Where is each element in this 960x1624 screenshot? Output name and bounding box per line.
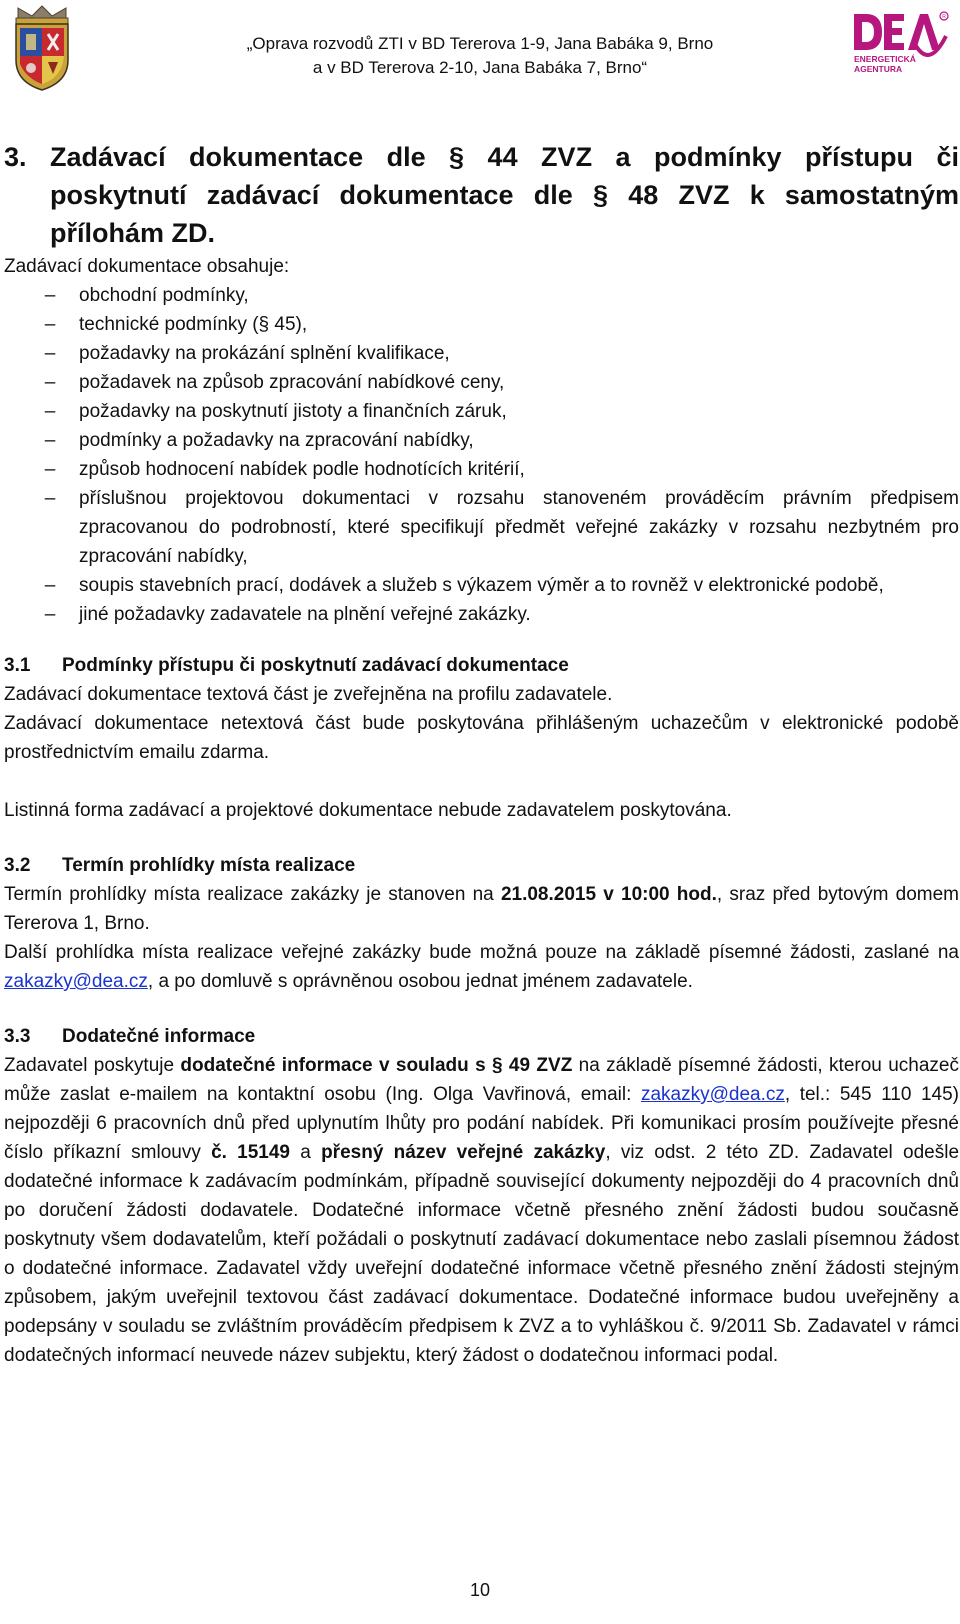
list-item-text: jiné požadavky zadavatele na plnění veřejné zakázky. [79,604,531,625]
header-title-line-1: „Oprava rozvodů ZTI v BD Tererova 1-9, Jana Babáka 9, Brno [246,34,714,53]
section-3-1-number: 3.1 [4,655,31,676]
list-item-text: požadavky na poskytnutí jistoty a finančních záruk, [79,401,507,422]
section-3-number: 3. [4,142,27,172]
list-item-text: požadavek na způsob zpracování nabídkové ceny, [79,372,505,393]
dash-bullet-icon: – [44,604,56,625]
dash-bullet-icon: – [44,430,56,451]
section-3-1-title: Podmínky přístupu či poskytnutí zadávací dokumentace [62,655,569,676]
document-title-header [180,32,780,80]
section-3-3-heading [4,1022,959,1051]
section-3-3-number: 3.3 [4,1026,31,1047]
dash-bullet-icon: – [44,575,56,596]
list-item-text: soupis stavebních prací, dodávek a služeb s výkazem výměr a to rovněž v elektronické podobě, [79,575,884,596]
list-item [4,368,959,397]
logo-text-line-2: AGENTURA [854,64,903,74]
text-span: Zadavatel poskytuje [4,1055,181,1076]
section-3-intro: Zadávací dokumentace obsahuje: [4,256,290,277]
bold-span: dodatečné informace v souladu s § 49 ZVZ [180,1055,573,1076]
dash-bullet-icon: – [44,401,56,422]
dea-energeticka-agentura-logo [852,6,952,80]
text-span: , tel.: 545 110 145) nejpozději 6 pracovních dnů před uplynutím lhůty pro podání nabídek. Při komunikaci prosím používejte přesné číslo příkazní smlouvy [4,1084,959,1163]
dash-bullet-icon: – [44,314,56,335]
section-3-title: Zadávací dokumentace dle § 44 ZVZ a podmínky přístupu či poskytnutí zadávací dokumentace dle § 48 ZVZ k samostatným přílohám ZD. [50,142,959,248]
section-3-1-paragraph-1: Zadávací dokumentace textová část je zveřejněna na profilu zadavatele. [4,684,613,705]
section-3-2-paragraph-1 [4,880,959,938]
list-item [4,339,959,368]
section-3-1-heading [4,651,959,680]
dash-bullet-icon: – [44,372,56,393]
dash-bullet-icon: – [44,488,56,509]
list-item [4,571,959,600]
section-3-2-number: 3.2 [4,855,31,876]
dash-bullet-icon: – [44,459,56,480]
text-span: Další prohlídka místa realizace veřejné zakázky bude možná pouze na základě písemné žádosti, zaslané na [4,942,959,963]
email-link[interactable]: zakazky@dea.cz [4,971,148,992]
text-span: , sraz před bytovým domem Tererova 1, Brno. [4,884,959,934]
section-3-2-title: Termín prohlídky místa realizace [62,855,356,876]
section-3-heading [4,138,959,252]
list-item-text: požadavky na prokázání splnění kvalifikace, [79,343,450,364]
logo-text-line-1: ENERGETICKÁ [854,54,916,64]
text-span: Termín prohlídky místa realizace zakázky je stanoven na [4,884,501,905]
list-item-text: podmínky a požadavky na zpracování nabídky, [79,430,474,451]
list-item [4,600,959,629]
inspection-date: 21.08.2015 v 10:00 hod. [500,884,717,905]
list-item [4,484,959,571]
list-item-text: příslušnou projektovou dokumentaci v rozsahu stanoveném prováděcím právním předpisem zpracovanou do podrobností, které specifikují předmět veřejné zakázky v rozsahu nezbytném pro zpracování nabídky, [79,488,959,567]
header-title-line-2: a v BD Tererova 2-10, Jana Babáka 7, Brno“ [312,58,648,77]
bold-span: přesný název veřejné zakázky [321,1142,606,1163]
list-item [4,397,959,426]
page-number: 10 [469,1580,491,1600]
email-link[interactable]: zakazky@dea.cz [640,1084,785,1105]
city-crest-logo [8,4,76,94]
section-3-2-heading [4,851,959,880]
list-item-text: způsob hodnocení nabídek podle hodnotících kritérií, [79,459,525,480]
documentation-contents-list [4,281,959,629]
text-span: , a po domluvě s oprávněnou osobou jednat jménem zadavatele. [147,971,693,992]
page-header [0,0,960,110]
spacer [4,767,959,796]
document-content [4,130,959,1370]
text-span: a [290,1142,322,1163]
section-3-1-paragraph-3: Listinná forma zadávací a projektové dokumentace nebude zadavatelem poskytována. [4,800,732,821]
list-item [4,310,959,339]
list-item-text: technické podmínky (§ 45), [79,314,308,335]
dash-bullet-icon: – [44,285,56,306]
text-span: , viz odst. 2 této ZD. Zadavatel odešle dodatečné informace k zadávacím podmínkám, případně související dokumenty nejpozději do 4 pracovních dnů po doručení žádosti dodavatele. Dodatečné informace včetně přesného znění žádosti budou současně poskytnuty všem dodavatelům, kteří požádali o poskytnutí zadávací dokumentace nebo zaslali písemnou žádost o dodatečné informace. Zadavatel vždy uveřejní dodatečné informace včetně přesného znění žádosti stejným způsobem, jakým uveřejnil textovou část zadávací dokumentace. Dodatečné informace budou uveřejněny a podepsány v souladu se zvláštním prováděcím předpisem k ZVZ a to vyhláškou č. 9/2011 Sb. Zadavatel v rámci dodatečných informací neuvede název subjektu, který žádost o dodatečnou informaci podal. [4,1142,960,1366]
list-item [4,426,959,455]
dash-bullet-icon: – [44,343,56,364]
list-item [4,455,959,484]
svg-text:R: R [942,14,946,20]
section-3-3-paragraph [4,1051,959,1370]
list-item [4,281,959,310]
contract-number: č. 15149 [211,1142,291,1163]
list-item-text: obchodní podmínky, [79,285,249,306]
section-3-2-paragraph-2 [4,938,959,996]
section-3-1-paragraph-2: Zadávací dokumentace netextová část bude poskytována přihlášeným uchazečům v elektronické podobě prostřednictvím emailu zdarma. [4,713,959,763]
text-span: na základě písemné žádosti, kterou uchazeč může zaslat e-mailem na kontaktní osobu (Ing. Olga Vavřinová, email: [4,1055,959,1105]
section-3-3-title: Dodatečné informace [62,1026,256,1047]
